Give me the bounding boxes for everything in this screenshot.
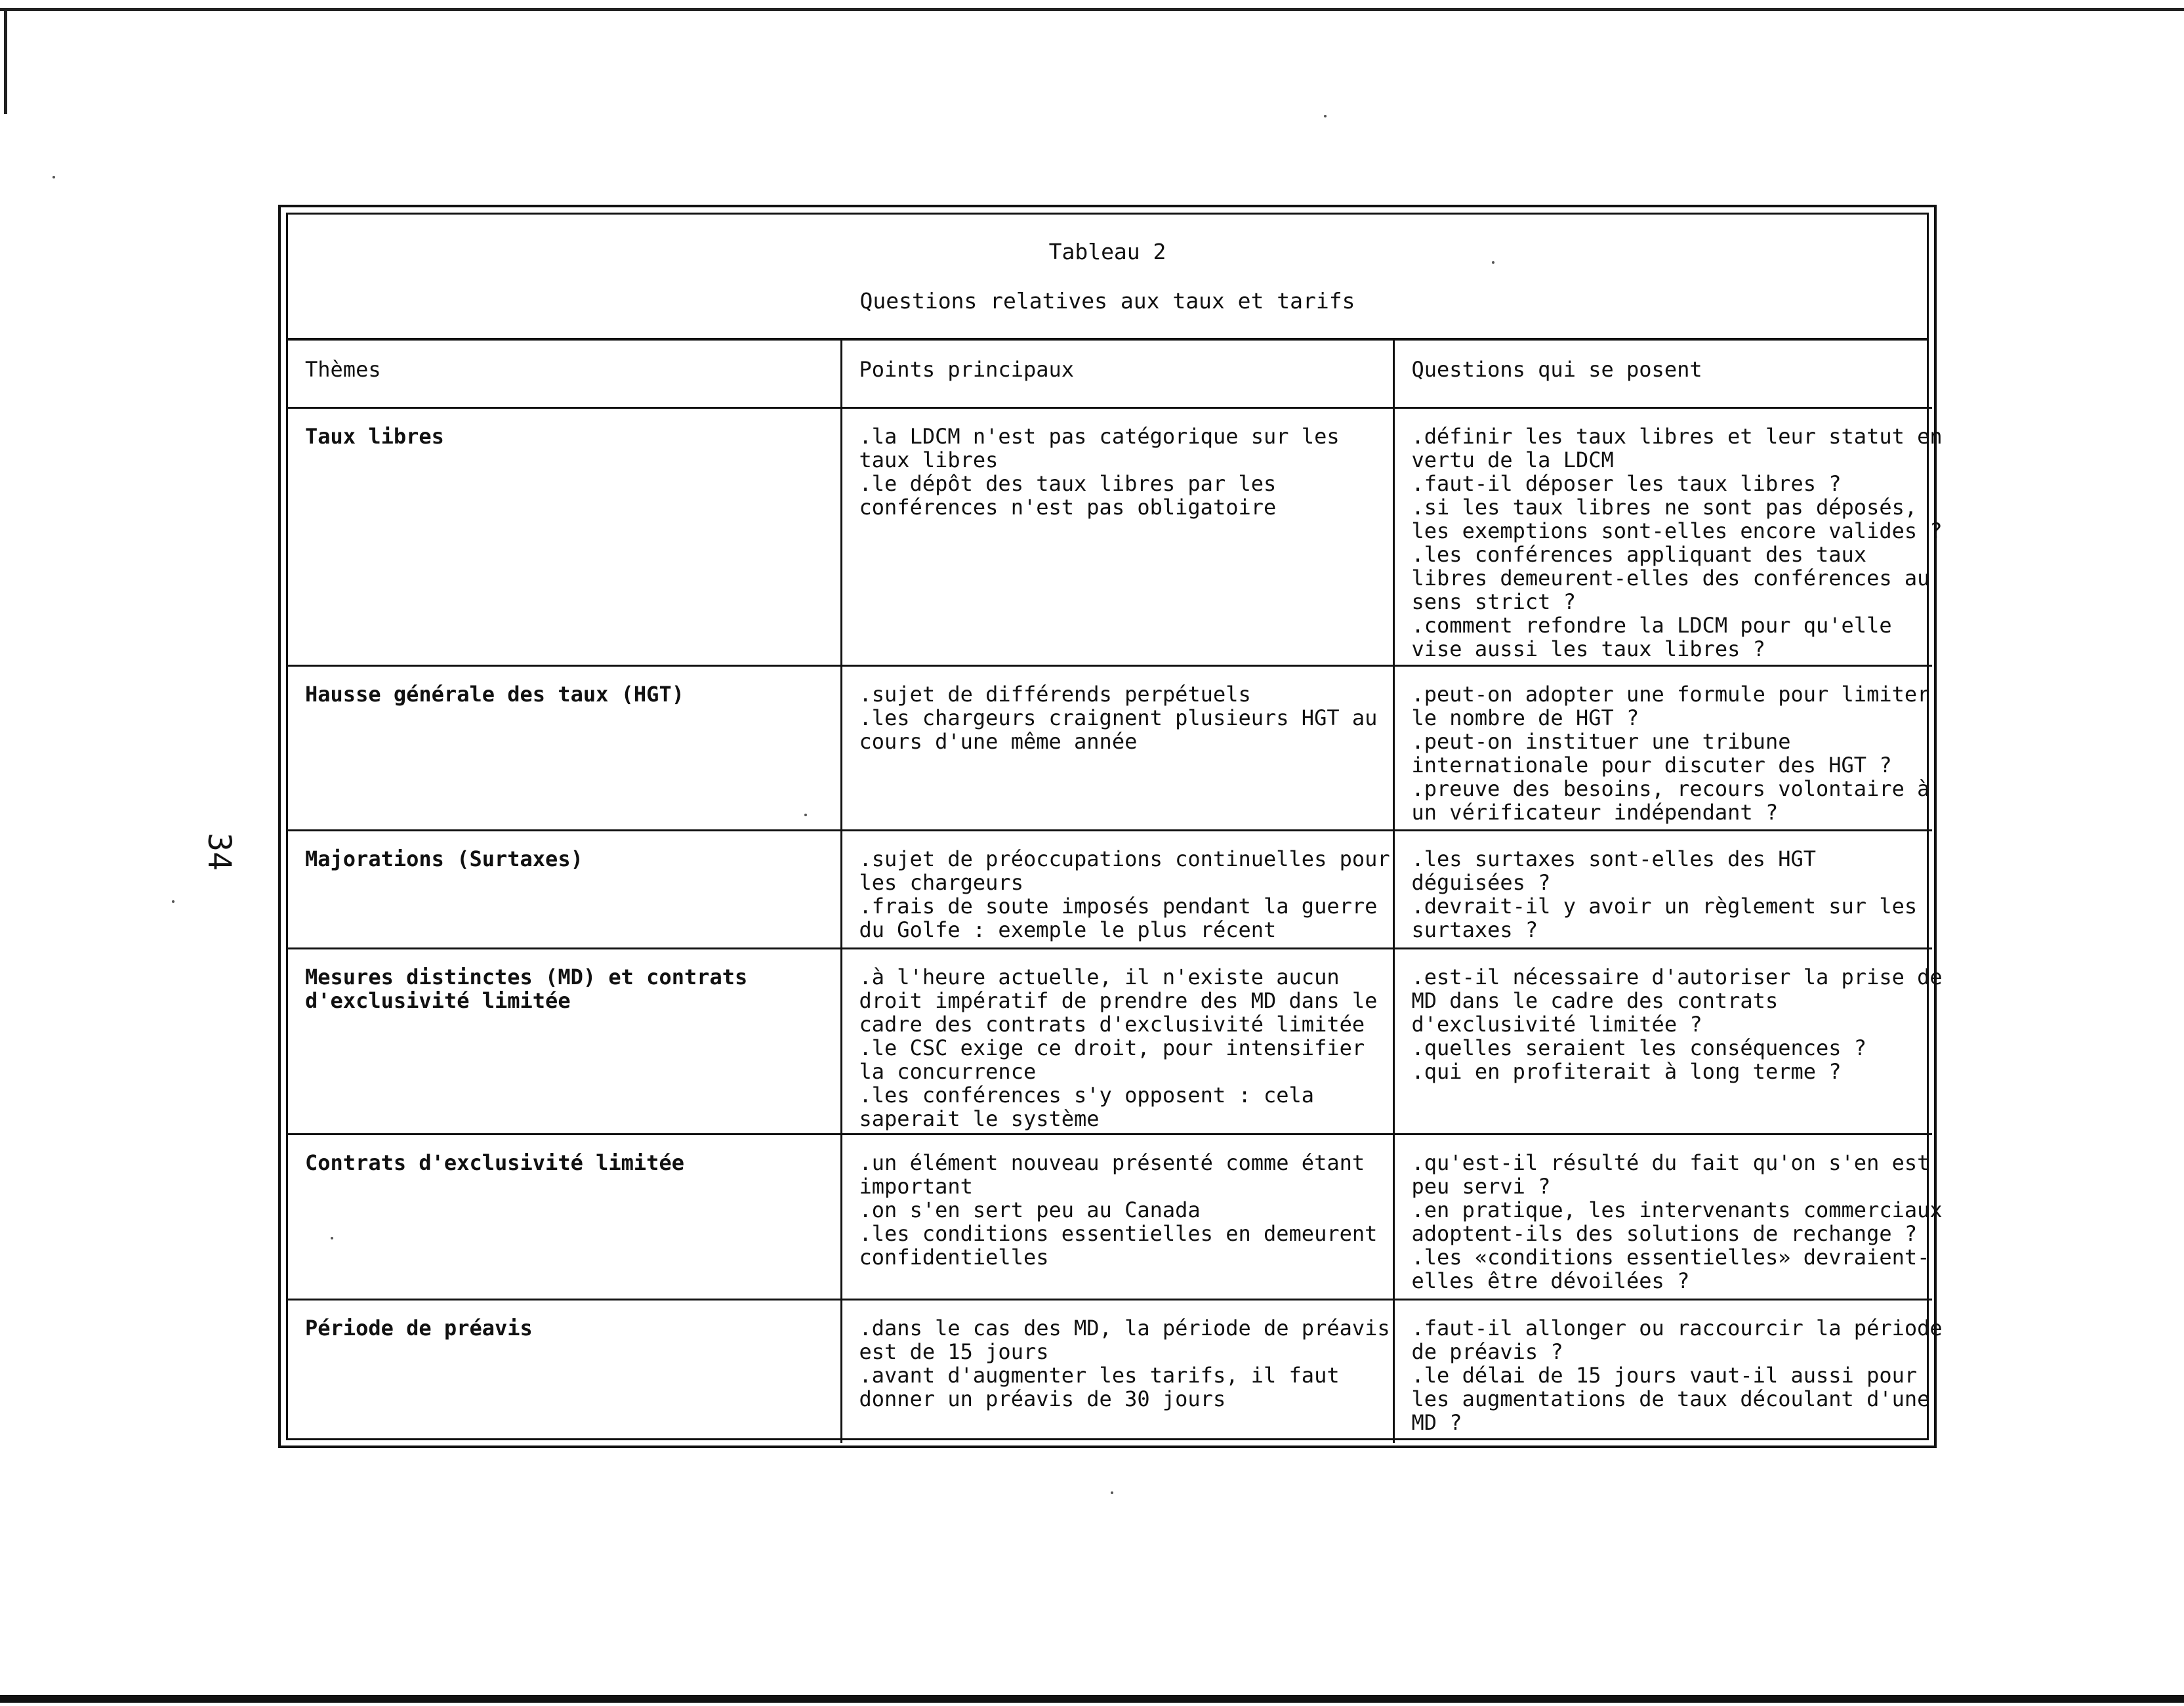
question-line: sens strict ? [1411,589,1576,614]
header-questions: Questions qui se posent [1393,338,1932,407]
scan-speck [52,176,55,178]
point-line: .la LDCM n'est pas catégorique sur les [859,423,1340,449]
page-number: 34 [201,833,237,871]
scan-speck [1111,1491,1113,1494]
point-line: .le dépôt des taux libres par les [859,470,1277,496]
question-line: elles être dévoilées ? [1411,1268,1690,1293]
question-line: déguisées ? [1411,869,1551,895]
point-line: droit impératif de prendre des MD dans le [859,988,1378,1013]
question-line: .faut-il déposer les taux libres ? [1411,470,1842,496]
question-line: les exemptions sont-elles encore valides ? [1411,518,1943,543]
table-inner-frame [286,213,1943,1440]
question-line: d'exclusivité limitée ? [1411,1011,1702,1037]
header-themes: Thèmes [288,338,841,407]
theme-cell [288,665,841,830]
question-line: libres demeurent-elles des conférences au [1411,565,1930,591]
point-line: important [859,1173,973,1199]
theme-line: Contrats d'exclusivité limitée [305,1150,684,1175]
question-line: adoptent-ils des solutions de rechange ? [1411,1220,1918,1246]
theme-cell [288,948,841,1134]
point-line: .avant d'augmenter les tarifs, il faut [859,1362,1340,1388]
question-line: .qui en profiterait à long terme ? [1411,1058,1842,1084]
theme-cell [288,830,841,948]
question-line: .comment refondre la LDCM pour qu'elle [1411,612,1892,638]
question-line: .en pratique, les intervenants commerciaux [1411,1197,1943,1222]
question-line: .les conférences appliquant des taux [1411,541,1867,567]
question-line: le nombre de HGT ? [1411,705,1639,730]
bottom-scan-edge [0,1695,2184,1703]
theme-cell [288,407,841,665]
point-line: cours d'une même année [859,728,1138,754]
question-line: les augmentations de taux découlant d'une [1411,1386,1930,1411]
questions-cell [1393,407,1943,665]
questions-cell [1393,1134,1943,1299]
scan-speck [172,900,175,903]
point-line: la concurrence [859,1058,1037,1084]
question-line: peu servi ? [1411,1173,1551,1199]
questions-cell [1393,830,1932,948]
table-title: Tableau 2 [1048,239,1166,264]
top-scan-edge [0,8,2184,11]
table-row [288,1299,1932,1443]
question-line: surtaxes ? [1411,917,1538,942]
theme-line: Mesures distinctes (MD) et contrats [305,964,748,989]
points-cell [841,407,1393,665]
point-line: .les conditions essentielles en demeurent [859,1220,1378,1246]
points-cell [841,1299,1393,1443]
point-line: saperait le système [859,1106,1100,1131]
points-cell [841,948,1393,1134]
point-line: .les conférences s'y opposent : cela [859,1082,1315,1108]
point-line: taux libres [859,447,999,472]
question-line: .preuve des besoins, recours volontaire à [1411,776,1930,801]
table-row [288,830,1932,948]
question-line: .si les taux libres ne sont pas déposés, [1411,494,1918,520]
question-line: .faut-il allonger ou raccourcir la période [1411,1315,1943,1341]
question-line: .le délai de 15 jours vaut-il aussi pour [1411,1362,1918,1388]
scan-speck [1324,115,1327,117]
points-cell [841,665,1393,830]
point-line: est de 15 jours [859,1339,1049,1364]
questions-table [288,338,1943,1443]
point-line: .on s'en sert peu au Canada [859,1197,1201,1222]
question-line: MD dans le cadre des contrats [1411,988,1779,1013]
left-scan-edge [4,9,7,114]
theme-line: Période de préavis [305,1315,533,1341]
point-line: .dans le cas des MD, la période de préavis [859,1315,1390,1341]
questions-cell [1393,948,1943,1134]
point-line: .sujet de préoccupations continuelles pour [859,846,1390,871]
point-line: confidentielles [859,1244,1049,1270]
question-line: .qu'est-il résulté du fait qu'on s'en est [1411,1150,1930,1175]
question-line: MD ? [1411,1409,1462,1435]
table-row [288,407,1932,665]
question-line: .quelles seraient les conséquences ? [1411,1035,1867,1060]
question-line: .définir les taux libres et leur statut en [1411,423,1943,449]
table-frame [278,205,1943,1448]
theme-line: Taux libres [305,423,444,449]
question-line: .est-il nécessaire d'autoriser la prise de [1411,964,1943,989]
point-line: donner un préavis de 30 jours [859,1386,1226,1411]
theme-line: Hausse générale des taux (HGT) [305,681,684,707]
question-line: .les «conditions essentielles» devraient- [1411,1244,1930,1270]
question-line: internationale pour discuter des HGT ? [1411,752,1892,778]
point-line: cadre des contrats d'exclusivité limitée [859,1011,1365,1037]
question-line: .devrait-il y avoir un règlement sur les [1411,893,1918,919]
question-line: .les surtaxes sont-elles des HGT [1411,846,1816,871]
questions-cell [1393,665,1932,830]
theme-cell [288,1299,841,1443]
table-row [288,665,1932,830]
point-line: .un élément nouveau présenté comme étant [859,1150,1365,1175]
table-title-area [288,215,1927,341]
question-line: de préavis ? [1411,1339,1563,1364]
point-line: .le CSC exige ce droit, pour intensifier [859,1035,1365,1060]
theme-line: Majorations (Surtaxes) [305,846,583,871]
theme-line: d'exclusivité limitée [305,988,571,1013]
point-line: .les chargeurs craignent plusieurs HGT au [859,705,1378,730]
point-line: conférences n'est pas obligatoire [859,494,1277,520]
questions-cell [1393,1299,1943,1443]
theme-cell [288,1134,841,1299]
point-line: du Golfe : exemple le plus récent [859,917,1277,942]
point-line: .frais de soute imposés pendant la guerre [859,893,1378,919]
question-line: .peut-on adopter une formule pour limiter [1411,681,1930,707]
header-points-principaux: Points principaux [841,338,1393,407]
point-line: les chargeurs [859,869,1023,895]
table-header-row [288,338,1932,407]
point-line: .sujet de différends perpétuels [859,681,1251,707]
question-line: vertu de la LDCM [1411,447,1614,472]
points-cell [841,830,1393,948]
points-cell [841,1134,1393,1299]
table-row [288,948,1932,1134]
question-line: vise aussi les taux libres ? [1411,636,1765,661]
table-row [288,1134,1932,1299]
question-line: un vérificateur indépendant ? [1411,799,1779,825]
point-line: .à l'heure actuelle, il n'existe aucun [859,964,1340,989]
question-line: .peut-on instituer une tribune [1411,728,1791,754]
table-subtitle: Questions relatives aux taux et tarifs [859,288,1355,314]
